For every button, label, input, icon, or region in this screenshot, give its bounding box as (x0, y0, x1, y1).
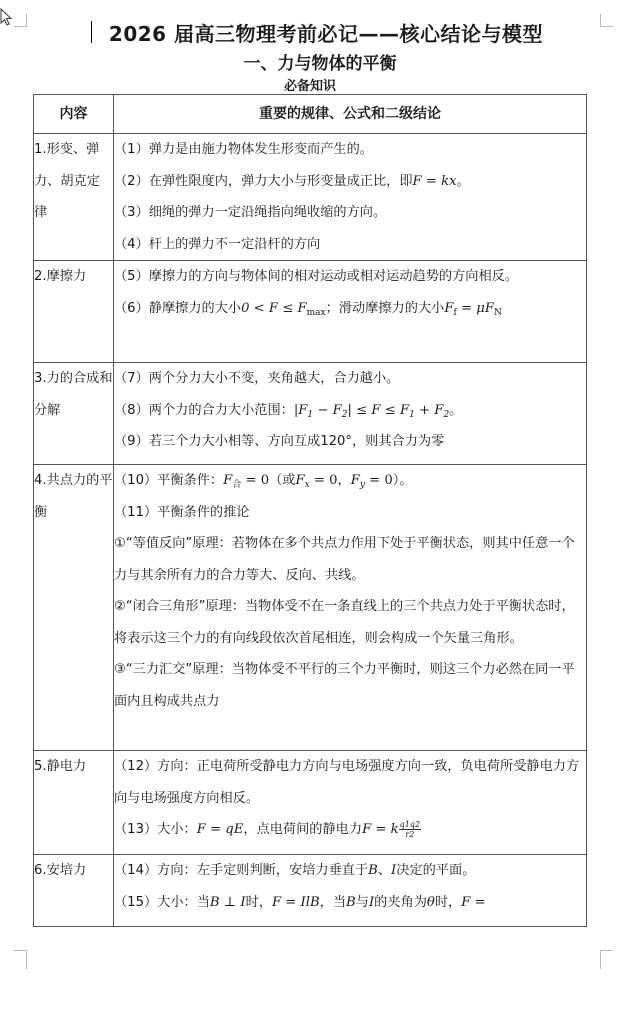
topic-cell[interactable]: 5.静电力 (34, 751, 114, 855)
table-row (34, 751, 587, 855)
rule-item: （2）在弹性限度内，弹力大小与形变量成正比，即F = kx。 (114, 173, 470, 189)
rule-item: （12）方向：正电荷所受静电力方向与电场强度方向一致，负电荷所受静电力方向与电场强度方向相反。 (114, 759, 580, 806)
formula: F = kx (412, 173, 457, 189)
rule-item: ②“闭合三角形”原理：当物体受不在一条直线上的三个共点力处于平衡状态时，将表示这三个力的有向线段依次首尾相连，则会构成一个矢量三角形。 (114, 599, 575, 646)
table-header-row (34, 95, 587, 134)
rule-item: （1）弹力是由施力物体发生形变而产生的。 (114, 142, 373, 157)
rule-item: （3）细绳的弹力一定沿绳指向绳收缩的方向。 (114, 205, 387, 220)
section-heading[interactable]: 一、力与物体的平衡 (243, 54, 397, 74)
table-row (34, 855, 587, 927)
mouse-pointer-icon (0, 8, 14, 28)
content-cell[interactable] (114, 134, 587, 261)
topic-cell[interactable]: 3.力的合成和分解 (34, 363, 114, 465)
rule-item: ③“三力汇交”原理：当物体受不平行的三个力平衡时，则这三个力必然在同一平面内且构成共点力 (114, 662, 575, 709)
table-row (34, 261, 587, 363)
formula: $|F_1 - F_2| \le F \le F_1 + F_2$ (293, 402, 450, 420)
rule-item: （13）大小：F = qE，点电荷间的静电力F = k $\frac{q1q2}{r2}$ (114, 819, 421, 839)
rule-item: （8）两个力的合力大小范围：$|F_1 - F_2| \le F \le F_1 + F_2$。 (114, 402, 463, 420)
formula: F = k (362, 822, 399, 837)
rule-item: （14）方向：左手定则判断，安培力垂直于B、I决定的平面。 (114, 863, 476, 878)
topic-cell[interactable]: 1.形变、弹力、胡克定律 (34, 134, 114, 261)
rule-item: （6）静摩擦力的大小$0 < F \le F_{max}$；滑动摩擦力的大小$F_f = \mu F_N$ (114, 300, 502, 318)
content-cell[interactable] (114, 465, 587, 751)
rule-item: （7）两个分力大小不变，夹角越大，合力越小。 (114, 371, 400, 386)
formula: $F_f = \mu F_N$ (444, 300, 502, 318)
table-row (34, 465, 587, 751)
content-cell[interactable] (114, 751, 587, 855)
rule-item: （9）若三个力大小相等、方向互成120°，则其合力为零 (114, 434, 445, 449)
column-header-topic[interactable]: 内容 (34, 95, 114, 134)
rule-item: （11）平衡条件的推论 (114, 504, 250, 520)
rule-item: （15）大小：当B ⊥ I时，F = IlB，当B与I的夹角为θ时，F = (114, 894, 486, 910)
subsection-label[interactable]: 必备知识 (283, 79, 336, 94)
topic-cell[interactable]: 4.共点力的平衡 (34, 465, 114, 751)
table-row (34, 134, 587, 261)
fraction: $\frac{q1q2}{r2}$ (399, 819, 421, 839)
page-corner-mark-bottom-left (14, 950, 27, 969)
topic-cell[interactable]: 2.摩擦力 (34, 261, 114, 363)
document-title[interactable]: 2026 届高三物理考前必记——核心结论与模型 (108, 22, 544, 46)
topic-cell[interactable]: 6.安培力 (34, 855, 114, 927)
content-cell[interactable] (114, 855, 587, 927)
content-cell[interactable] (114, 261, 587, 363)
page-corner-mark-bottom-right (600, 950, 613, 969)
knowledge-table[interactable] (33, 94, 587, 927)
formula: $F_合 = 0$（或$F_x = 0$，$F_y = 0$）。 (223, 473, 413, 490)
rule-item: （5）摩擦力的方向与物体间的相对运动或相对运动趋势的方向相反。 (114, 269, 519, 284)
rule-item: （4）杆上的弹力不一定沿杆的方向 (114, 236, 321, 252)
formula: $0 < F \le F_{max}$ (241, 300, 326, 318)
rule-item: ①“等值反向”原理：若物体在多个共点力作用下处于平衡状态，则其中任意一个力与其余所有力的合力等大、反向、共线。 (114, 536, 575, 583)
page-corner-mark-top-right (600, 14, 613, 27)
column-header-rules[interactable]: 重要的规律、公式和二级结论 (114, 95, 587, 134)
formula: F = qE (196, 822, 244, 837)
content-cell[interactable] (114, 363, 587, 465)
rule-item: （10）平衡条件：$F_合 = 0$（或$F_x = 0$，$F_y = 0$）。 (114, 473, 413, 490)
table-row (34, 363, 587, 465)
page-corner-mark-top-left (14, 14, 27, 27)
